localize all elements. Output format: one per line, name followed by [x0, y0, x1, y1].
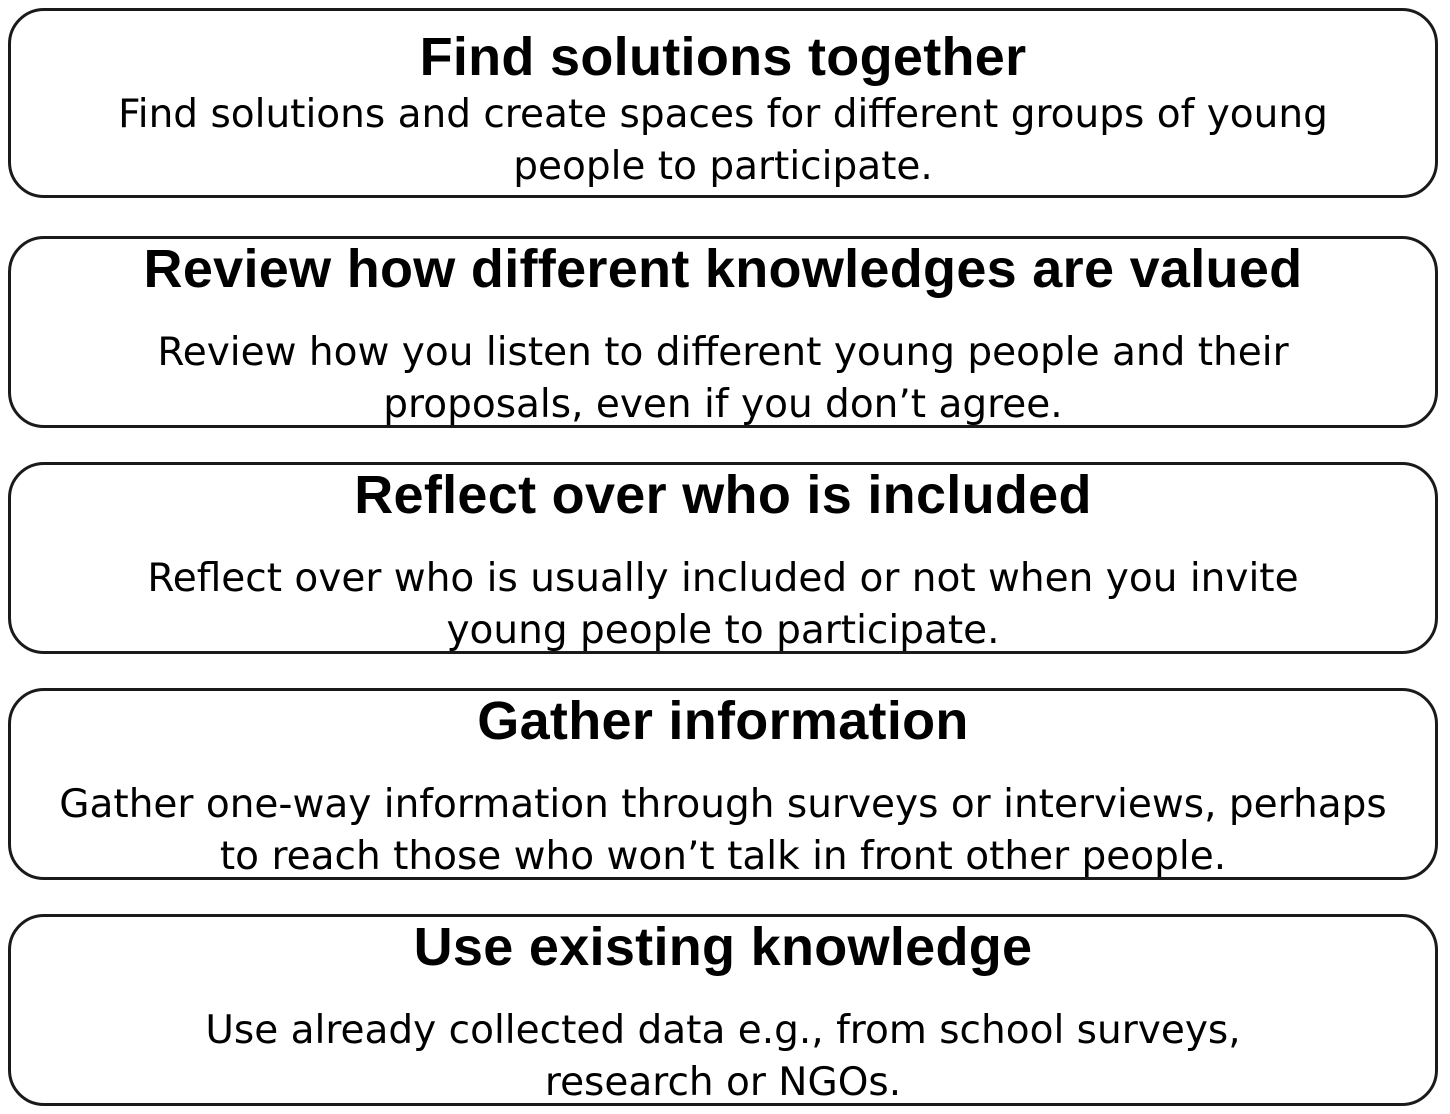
step-description: Gather one-way information through surveys or interviews, perhaps to reach those who won’t talk in front other people.: [59, 782, 1387, 879]
step-description: Review how you listen to different young people and their proposals, even if you don’t agree.: [157, 330, 1289, 427]
step-title: Gather information: [477, 691, 969, 751]
step-box-gather-information: [8, 688, 1438, 880]
step-title: Reflect over who is included: [354, 465, 1092, 525]
step-box-find-solutions: [8, 8, 1438, 198]
step-box-reflect-included: [8, 462, 1438, 654]
step-description: Reflect over who is usually included or not when you invite young people to participate.: [147, 556, 1299, 653]
step-title: Use existing knowledge: [413, 917, 1033, 977]
step-box-existing-knowledge: [8, 914, 1438, 1106]
step-description: Use already collected data e.g., from school surveys, research or NGOs.: [205, 1008, 1241, 1105]
step-title: Find solutions together: [419, 27, 1027, 87]
step-box-review-knowledges: [8, 236, 1438, 428]
step-title: Review how different knowledges are valued: [143, 239, 1303, 299]
step-description: Find solutions and create spaces for different groups of young people to participate.: [118, 92, 1328, 189]
